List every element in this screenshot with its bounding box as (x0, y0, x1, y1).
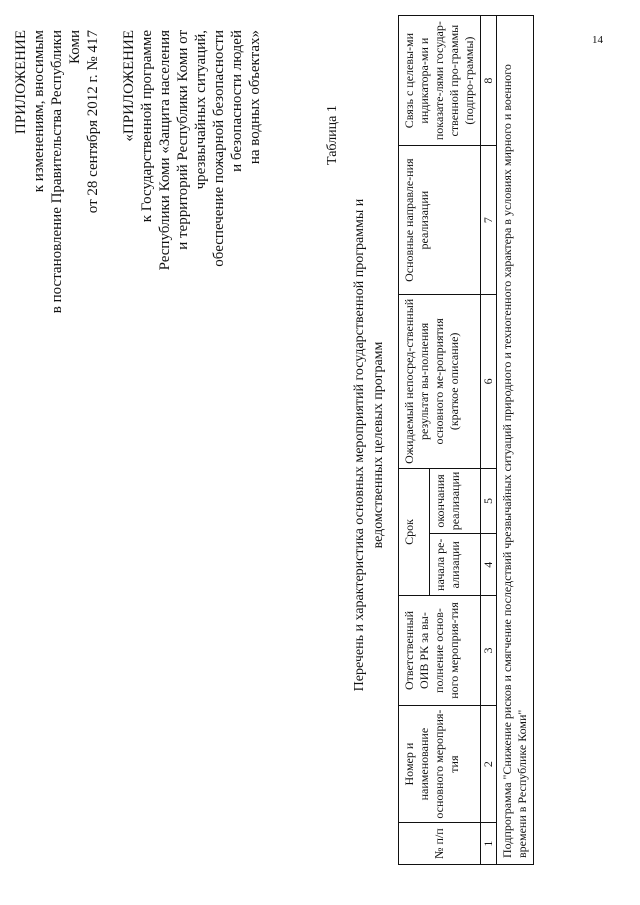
header-cell-name: Номер и наименование основного мероприя-тия (399, 705, 481, 822)
header-cell-end: окончания реализации (429, 468, 480, 534)
appendix-line: Республики Коми «Защита населения (157, 30, 173, 271)
column-number: 3 (481, 596, 497, 706)
column-number: 1 (481, 823, 497, 865)
table-caption (350, 165, 388, 725)
appendix-line: и безопасности людей (229, 30, 245, 172)
page-number: 14 (592, 34, 603, 46)
column-number: 6 (481, 295, 497, 469)
appendix-line: к Государственной программе (139, 30, 155, 223)
appendix-line: и территорий Республики Коми от (175, 30, 191, 250)
table-row (497, 16, 534, 865)
table-label: Таблица 1 (325, 105, 340, 165)
appendix-subtitle: «ПРИЛОЖЕНИЕ (121, 30, 137, 142)
header-cell-responsible: Ответственный ОИВ РК за вы-полнение основ-ного мероприя-тия (399, 596, 481, 706)
column-number: 4 (481, 534, 497, 596)
appendix-header (12, 30, 264, 330)
appendix-line: чрезвычайных ситуаций, (193, 30, 209, 190)
column-number: 2 (481, 705, 497, 822)
header-cell-directions: Основные направле-ния реализации (399, 146, 481, 295)
table-header-row (399, 16, 430, 865)
header-cell-term: Срок (399, 468, 430, 596)
appendix-line: на водных объектах» (247, 30, 263, 165)
appendix-title: ПРИЛОЖЕНИЕ (13, 30, 29, 135)
header-cell-start: начала ре-ализации (429, 534, 480, 596)
table-number-row (481, 16, 497, 865)
header-cell-indicators: Связь с целевы-ми индикатора-ми и показате-лями государ-ственной про-граммы (подпро-граммы) (399, 16, 481, 146)
header-cell-number: № п/п (399, 823, 481, 865)
caption-line: ведомственных целевых программ (371, 341, 386, 549)
appendix-line: обеспечение пожарной безопасности (211, 30, 227, 267)
column-number: 7 (481, 146, 497, 295)
subprogram-title: Подпрограмма "Снижение рисков и смягчение последствий чрезвычайных ситуаций природного и техногенного характера в условиях мирного и военного времени в Республике Коми" (497, 16, 534, 865)
header-cell-result: Ожидаемый непосред-ственный результат вы-полнения основного ме-роприятия (краткое описание) (399, 295, 481, 469)
header-line: к изменениям, вносимым (31, 30, 47, 193)
measures-table (398, 15, 534, 865)
header-line: в постановление Правительства Республики Коми (49, 30, 83, 314)
caption-line: Перечень и характеристика основных мероприятий государственной программы и (352, 198, 367, 692)
header-line: от 28 сентября 2012 г. № 417 (85, 30, 101, 214)
column-number: 5 (481, 468, 497, 534)
column-number: 8 (481, 16, 497, 146)
